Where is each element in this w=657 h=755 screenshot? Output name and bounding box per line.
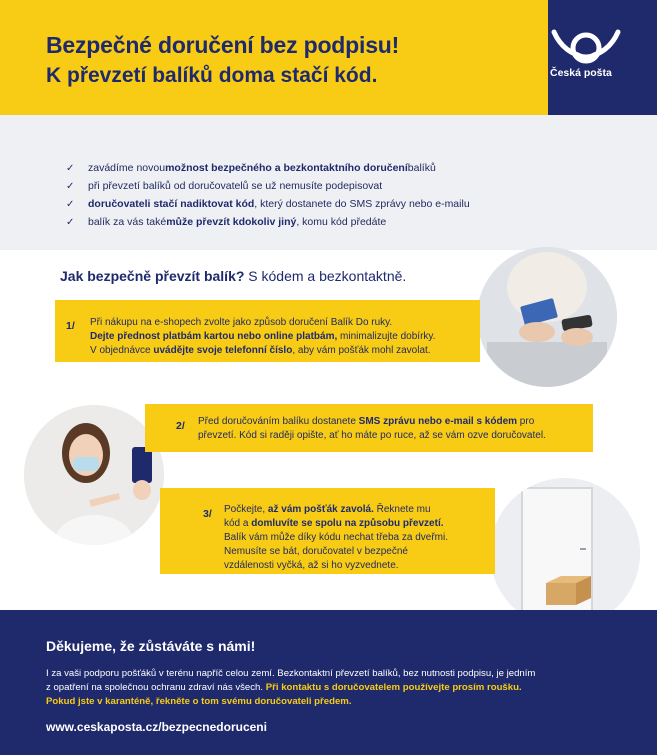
list-item: ✓ doručovateli stačí nadiktovat kód , který dostanete do SMS zprávy nebo e-mailu [66,198,470,210]
check-icon: ✓ [66,216,75,228]
woman-with-phone-photo [24,405,164,545]
check-icon: ✓ [66,198,75,210]
step-1-number: 1/ [66,320,75,332]
benefits-list [66,159,470,231]
step-1-text: Při nákupu na e-shopech zvolte jako způsob doručení Balík Do ruky. Dejte přednost platbám kartou nebo online platbám, minimalizujte dobírky. V objednávce uvádějte svoje telefonní číslo, aby vám pošťák mohl zavolat. [90,317,436,356]
list-item: ✓ při převzetí balíků od doručovatelů se už nemusíte podepisovat [66,180,383,192]
step-2-text: Před doručováním balíku dostanete SMS zprávu nebo e-mail s kódem pro převzetí. Kód si raději opište, ať ho máte po ruce, až se vám ozve doručovatel. [198,416,546,441]
step-2-number: 2/ [176,420,185,432]
list-item: ✓ zavádíme novou možnost bezpečného a bezkontaktního doručení balíků [66,162,436,174]
logo-text: Česká pošta [550,67,612,79]
door-with-parcel-photo [490,478,640,628]
page-title: Bezpečné doručení bez podpisu! [46,32,400,58]
page-subtitle: K převzetí balíků doma stačí kód. [46,64,378,87]
footer-url-link[interactable]: www.ceskaposta.cz/bezpecnedoruceni [46,720,267,734]
footer-thanks: Děkujeme, že zůstáváte s námi! [46,638,256,654]
check-icon: ✓ [66,180,75,192]
howto-heading: Jak bezpečně převzít balík? S kódem a bezkontaktně. [60,268,407,284]
list-item: ✓ balík za vás také může převzít kdokoliv jiný , komu kód předáte [66,216,387,228]
payment-photo [477,247,617,387]
step-3-text: Počkejte, až vám pošťák zavolá. Řeknete mu kód a domluvíte se spolu na způsobu převzetí. Balík vám může díky kódu nechat třeba za dveřmi. Nemusíte se bát, doručovatel v bezpečné vzdálenosti vyčká, až si ho vyzvednete. [224,504,448,571]
check-icon: ✓ [66,162,75,174]
step-3-number: 3/ [203,508,212,520]
footer-paragraph: I za vaši podporu pošťáků v terénu napříč celou zemí. Bezkontaktní převzetí balíků, bez nutnosti podpisu, je jedním z opatření na společnou ochranu zdraví nás všech. Při kontaktu s doručovatelem používejte prosím roušku. Pokud jste v karanténě, řekněte o tom svému doručovateli předem. [46,668,536,707]
